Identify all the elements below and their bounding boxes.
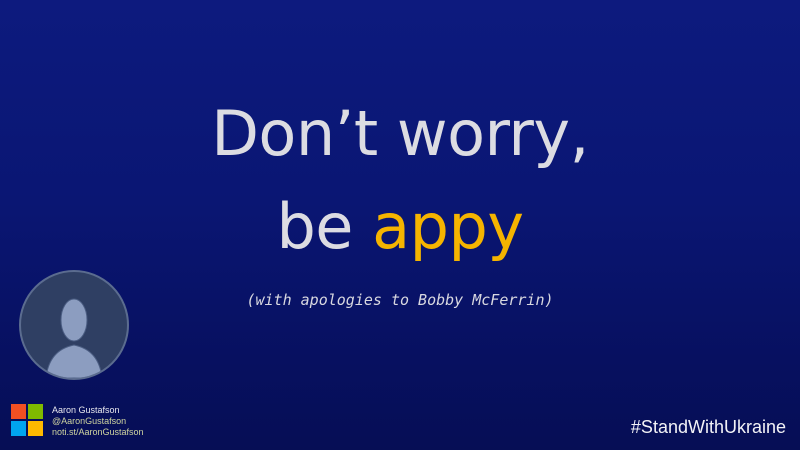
microsoft-logo-icon <box>11 404 44 437</box>
speaker-name: Aaron Gustafson <box>52 405 120 415</box>
logo-green-square <box>28 404 43 419</box>
hashtag: #StandWithUkraine <box>630 417 786 437</box>
logo-yellow-square <box>28 421 43 436</box>
speaker-handle[interactable]: @AaronGustafson <box>52 416 127 426</box>
avatar <box>19 270 129 380</box>
headline-line-2 <box>0 190 800 263</box>
headline-accent-word: appy <box>372 190 524 263</box>
logo-red-square <box>11 404 26 419</box>
speaker-credits <box>52 405 144 438</box>
subtitle: (with apologies to Bobby McFerrin) <box>246 291 554 309</box>
logo-blue-square <box>11 421 26 436</box>
speaker-link[interactable]: noti.st/AaronGustafson <box>52 427 144 437</box>
headline-line-2-plain: be <box>276 190 373 263</box>
person-silhouette-icon <box>21 272 127 378</box>
headline-line-1: Don’t worry, <box>211 97 589 170</box>
